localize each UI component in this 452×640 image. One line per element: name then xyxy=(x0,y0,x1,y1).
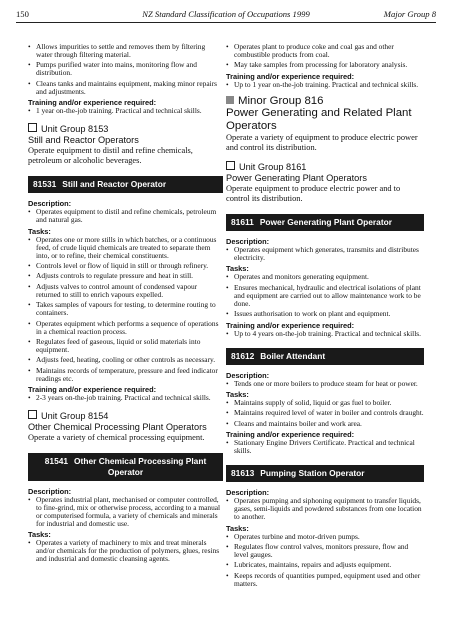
minor-group-description: Operate a variety of equipment to produce electric power and control its distribution. xyxy=(226,133,418,152)
training-heading: Training and/or experience required: xyxy=(226,430,355,440)
list-item: • Operates equipment to distil and refine chemicals, petroleum and natural gas. xyxy=(28,208,223,224)
publication-title: NZ Standard Classification of Occupations 1999 xyxy=(142,9,310,19)
occupation-code: 81612 xyxy=(231,350,255,361)
task-list xyxy=(226,273,424,318)
list-item: • Pumps purified water into mains, monitoring flow and distribution. xyxy=(28,61,223,77)
tasks-heading: Tasks: xyxy=(226,264,249,274)
list-item: • Allows impurities to settle and removes them by filtering water through filtering material. xyxy=(28,43,223,59)
task-list xyxy=(226,43,424,69)
checkbox-square-icon xyxy=(28,410,37,419)
left-column xyxy=(28,43,223,566)
list-item: • Operates pumping and siphoning equipment to transfer liquids, gases, semi-liquids and powdered substances from one location to another. xyxy=(226,497,424,521)
unit-group-title: Unit Group 8161 xyxy=(239,162,307,172)
training-heading: Training and/or experience required: xyxy=(226,71,355,81)
list-item: • Regulates flow control valves, monitors pressure, flow and level gauges. xyxy=(226,543,424,559)
unit-group-8153 xyxy=(28,123,223,145)
occupation-code: 81531 xyxy=(33,179,57,190)
occupation-name: Still and Reactor Operator xyxy=(62,179,167,190)
list-item: • Operates and monitors generating equipment. xyxy=(226,273,424,281)
list-item: • Adjusts valves to control amount of condensed vapour returned to still to enrich vapours expelled. xyxy=(28,283,223,299)
list-item: • Operates equipment which performs a sequence of operations in a chemical reaction process. xyxy=(28,320,223,336)
list-item: • Regulates feed of gaseous, liquid or solid materials into equipment. xyxy=(28,338,223,354)
list-item: • Operates a variety of machinery to mix and treat minerals and/or chemicals for the production of polymers, glues, resins and industrial and domestic cleansing agents. xyxy=(28,539,223,563)
list-item: • Up to 4 years on-the-job training. Practical and technical skills. xyxy=(226,330,424,338)
minor-group-title: Minor Group 816 xyxy=(238,94,324,107)
tasks-heading: Tasks: xyxy=(28,226,51,236)
occupation-name: Other Chemical Processing Plant xyxy=(74,456,207,467)
right-column xyxy=(226,43,424,590)
minor-group-816 xyxy=(226,95,424,132)
list-item: • Stationary Engine Drivers Certificate. Practical and technical skills. xyxy=(226,439,424,455)
list-item: • Maintains supply of solid, liquid or gas fuel to boiler. xyxy=(226,399,424,407)
occupation-bar-81541 xyxy=(28,453,223,481)
tasks-heading: Tasks: xyxy=(226,523,249,533)
list-item: • Ensures mechanical, hydraulic and electrical isolations of plant and equipment are carried out to allow maintenance work to be done. xyxy=(226,284,424,308)
list-item: • Up to 1 year on-the-job training. Practical and technical skills. xyxy=(226,81,424,89)
occupation-name: Pumping Station Operator xyxy=(260,468,365,479)
list-item: • Operates equipment which generates, transmits and distributes electricity. xyxy=(226,246,424,262)
description-heading: Description: xyxy=(226,488,270,498)
list-item: • Maintains records of temperature, pressure and feed indicator readings etc. xyxy=(28,367,223,383)
unit-group-name: Other Chemical Processing Plant Operators xyxy=(28,421,207,432)
unit-group-name: Power Generating Plant Operators xyxy=(226,172,367,183)
task-list xyxy=(28,43,223,96)
list-item: • 1 year on-the-job training. Practical and technical skills. xyxy=(28,107,223,115)
unit-group-description: Operate a variety of chemical processing equipment. xyxy=(28,433,205,443)
unit-group-title: Unit Group 8154 xyxy=(41,411,109,422)
occupation-bar-81613 xyxy=(226,465,424,482)
list-item: • Maintains required level of water in boiler and controls draught. xyxy=(226,409,424,417)
description-heading: Description: xyxy=(226,370,270,380)
list-item: • 2-3 years on-the-job training. Practical and technical skills. xyxy=(28,394,223,402)
description-heading: Description: xyxy=(28,487,72,497)
list-item: • Adjusts controls to regulate pressure and heat in still. xyxy=(28,272,223,280)
tasks-heading: Tasks: xyxy=(226,389,249,399)
list-item: • Operates industrial plant, mechanised or computer controlled, to fine-grind, mix or otherwise process, according to a manual or computerised formula, a variety of chemicals and minerals for industrial and domestic use. xyxy=(28,496,223,528)
list-item: • Takes samples of vapours for testing, to determine routing to containers. xyxy=(28,301,223,317)
list-item: • Issues authorisation to work on plant and equipment. xyxy=(226,310,424,318)
description-heading: Description: xyxy=(226,237,270,246)
page-number: 150 xyxy=(16,9,29,19)
list-item: • May take samples from processing for laboratory analysis. xyxy=(226,61,424,69)
minor-group-name: Power Generating and Related Plant Operators xyxy=(226,107,412,132)
task-list xyxy=(226,399,424,428)
list-item: • Operates turbine and motor-driven pumps. xyxy=(226,533,424,541)
occupation-bar-81612 xyxy=(226,348,424,365)
list-item: • Cleans and maintains boiler and work area. xyxy=(226,420,424,428)
task-list xyxy=(226,533,424,588)
list-item: • Adjusts feed, heating, cooling or other controls as necessary. xyxy=(28,356,223,364)
list-item: • Lubricates, maintains, repairs and adjusts equipment. xyxy=(226,561,424,569)
unit-group-name: Still and Reactor Operators xyxy=(28,134,139,145)
checkbox-square-icon xyxy=(28,123,37,132)
list-item: • Tends one or more boilers to produce steam for heat or power. xyxy=(226,380,424,388)
list-item: • Controls level or flow of liquid in still or through refinery. xyxy=(28,262,223,270)
list-item: • Operates one or more stills in which batches, or a continuous feed, of crude liquid chemicals are treated to separate them into, or to refine, their chemical constituents. xyxy=(28,236,223,260)
filled-square-icon xyxy=(226,96,234,104)
unit-group-description: Operate equipment to distil and refine chemicals, petroleum or alcoholic beverages. xyxy=(28,146,193,166)
training-heading: Training and/or experience required: xyxy=(226,320,355,330)
task-list xyxy=(28,236,223,383)
occupation-bar-81531 xyxy=(28,176,223,193)
list-item: • Cleans tanks and maintains equipment, making minor repairs and adjustments. xyxy=(28,80,223,96)
tasks-heading: Tasks: xyxy=(28,530,51,540)
description-heading: Description: xyxy=(28,199,72,209)
list-item: • Keeps records of quantities pumped, equipment used and other matters. xyxy=(226,572,424,588)
training-heading: Training and/or experience required: xyxy=(28,98,157,108)
occupation-code: 81611 xyxy=(231,217,254,227)
occupation-code: 81613 xyxy=(231,468,255,479)
checkbox-square-icon xyxy=(226,161,235,170)
unit-group-8154 xyxy=(28,410,223,432)
occupation-name: Boiler Attendant xyxy=(260,350,326,361)
unit-group-8161 xyxy=(226,161,424,183)
section-label: Major Group 8 xyxy=(383,9,436,19)
unit-group-title: Unit Group 8153 xyxy=(41,124,109,135)
occupation-name-continued: Operator xyxy=(107,467,144,478)
page-header xyxy=(16,9,436,23)
occupation-code: 81541 xyxy=(44,456,69,467)
training-heading: Training and/or experience required: xyxy=(28,385,157,395)
occupation-name: Power Generating Plant Operator xyxy=(259,217,392,227)
list-item: • Operates plant to produce coke and coal gas and other combustible products from coal. xyxy=(226,43,424,59)
unit-group-description: Operate equipment to produce electric power and to control its distribution. xyxy=(226,184,401,203)
occupation-bar-81611 xyxy=(226,214,424,231)
